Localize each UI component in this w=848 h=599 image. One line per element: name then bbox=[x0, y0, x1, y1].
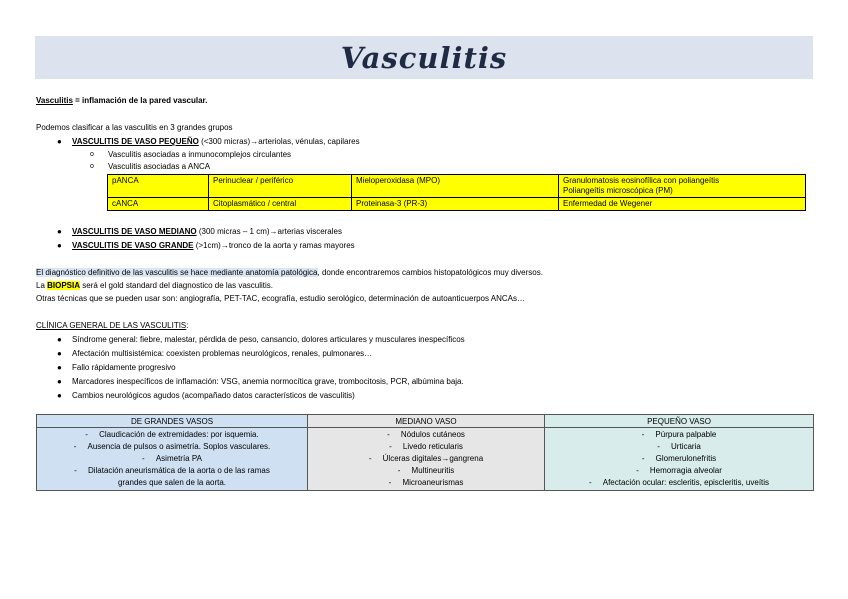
list-item: - Asimetría PA bbox=[142, 454, 202, 463]
clinical-heading bbox=[36, 321, 189, 331]
anca-cell: cANCA bbox=[108, 198, 209, 211]
header-small-vessels: PEQUEÑO VASO bbox=[545, 415, 814, 428]
list-item: - Claudicación de extremidades: por isquemia. bbox=[85, 430, 259, 439]
large-vessel-desc: (>1cm)→tronco de la aorta y ramas mayores bbox=[193, 241, 355, 250]
large-vessel-line bbox=[72, 241, 355, 251]
anca-cell: pANCA bbox=[108, 175, 209, 198]
diagnosis-pre: La bbox=[36, 281, 48, 290]
table-row bbox=[108, 198, 806, 211]
bullet-icon: ● bbox=[57, 349, 62, 358]
anca-cell: Mieloperoxidasa (MPO) bbox=[352, 175, 559, 198]
list-item: Fallo rápidamente progresivo bbox=[72, 363, 176, 372]
list-item: - Microaneurismas bbox=[388, 478, 464, 487]
list-item: Marcadores inespecíficos de inflamación: VSG, anemia normocítica grave, trombocitosis, PCR, albúmina baja. bbox=[72, 377, 464, 386]
definition-term: Vasculitis bbox=[36, 96, 73, 105]
clinical-heading-colon: : bbox=[186, 321, 189, 330]
list-item: - Hemorragia alveolar bbox=[636, 466, 722, 475]
large-vessel-label: VASCULITIS DE VASO GRANDE bbox=[72, 241, 194, 250]
anca-cell: Citoplasmático / central bbox=[209, 198, 352, 211]
bullet-icon: ● bbox=[57, 363, 62, 372]
list-item: - Urticaria bbox=[657, 442, 701, 451]
list-item: grandes que salen de la aorta. bbox=[117, 478, 227, 487]
list-item: - Úlceras digitales→gangrena bbox=[368, 454, 484, 463]
bullet-icon: ● bbox=[57, 377, 62, 386]
bullet-icon: ● bbox=[57, 227, 62, 236]
list-item: - Púrpura palpable bbox=[641, 430, 717, 439]
medium-vessel-line bbox=[72, 227, 342, 237]
diagnosis-line-1 bbox=[36, 268, 543, 278]
small-vessel-label: VASCULITIS DE VASO PEQUEÑO bbox=[72, 137, 199, 146]
diagnosis-post: será el gold standard del diagnostico de las vasculitis. bbox=[80, 281, 274, 290]
classify-intro: Podemos clasificar a las vasculitis en 3 grandes grupos bbox=[36, 123, 233, 132]
clinical-heading-text: CLÍNICA GENERAL DE LAS VASCULITIS bbox=[36, 321, 187, 330]
anca-cell bbox=[559, 175, 806, 198]
list-item: - Livedo reticularis bbox=[389, 442, 463, 451]
small-vessel-line bbox=[72, 137, 360, 147]
large-vessel-findings bbox=[37, 428, 308, 491]
list-item: - Glomerulonefritis bbox=[641, 454, 717, 463]
definition-text: = inflamación de la pared vascular. bbox=[72, 96, 208, 105]
table-row bbox=[37, 428, 814, 491]
list-item: - Nódulos cutáneos bbox=[387, 430, 465, 439]
small-sub-1: Vasculitis asociadas a inmunocomplejos circulantes bbox=[108, 150, 292, 159]
small-vessel-desc: (<300 micras)→arteriolas, vénulas, capilares bbox=[198, 137, 360, 146]
medium-vessel-desc: (300 micras – 1 cm)→arterias viscerales bbox=[196, 227, 342, 236]
diagnosis-line-2 bbox=[36, 281, 273, 291]
bullet-icon: ● bbox=[57, 241, 62, 250]
anca-cell: Proteinasa-3 (PR-3) bbox=[352, 198, 559, 211]
diagnosis-highlight: El diagnóstico definitivo de las vasculitis se hace mediante anatomía patológica bbox=[36, 268, 318, 277]
header-medium-vessels: MEDIANO VASO bbox=[308, 415, 545, 428]
small-vessel-findings bbox=[545, 428, 814, 491]
header-large-vessels: DE GRANDES VASOS bbox=[37, 415, 308, 428]
small-sub-2: Vasculitis asociadas a ANCA bbox=[108, 162, 211, 171]
anca-disease: Poliangeítis microscópica (PM) bbox=[563, 186, 673, 195]
circle-bullet-icon: o bbox=[90, 163, 94, 170]
page-title: Vasculitis bbox=[340, 40, 508, 75]
list-item: Cambios neurológicos agudos (acompañado datos característicos de vasculitis) bbox=[72, 391, 355, 400]
medium-vessel-findings bbox=[308, 428, 545, 491]
table-header-row bbox=[37, 415, 814, 428]
table-row bbox=[108, 175, 806, 198]
bullet-icon: ● bbox=[57, 391, 62, 400]
bullet-icon: ● bbox=[57, 137, 62, 146]
diagnosis-line-3: Otras técnicas que se pueden usar son: angiografía, PET-TAC, ecografía, estudio serológico, determinación de autoanticuerpos ANCAs… bbox=[36, 294, 526, 303]
biopsy-highlight: BIOPSIA bbox=[47, 281, 81, 290]
list-item: - Dilatación aneurismática de la aorta o de las ramas bbox=[74, 466, 270, 475]
anca-disease: Granulomatosis eosinofílica con poliangeítis bbox=[563, 176, 720, 185]
list-item: Síndrome general: fiebre, malestar, pérdida de peso, cansancio, dolores articulares y musculares inespecíficos bbox=[72, 335, 465, 344]
medium-vessel-label: VASCULITIS DE VASO MEDIANO bbox=[72, 227, 197, 236]
anca-table bbox=[107, 174, 806, 211]
list-item: - Ausencia de pulsos o asimetría. Soplos vasculares. bbox=[73, 442, 271, 451]
definition-line bbox=[36, 96, 207, 106]
title-banner bbox=[35, 36, 813, 79]
list-item: Afectación multisistémica: coexisten problemas neurológicos, renales, pulmonares… bbox=[72, 349, 373, 358]
vessels-table bbox=[36, 414, 814, 491]
anca-cell: Enfermedad de Wegener bbox=[559, 198, 806, 211]
list-item: - Multineuritis bbox=[397, 466, 455, 475]
anca-cell: Perinuclear / periférico bbox=[209, 175, 352, 198]
circle-bullet-icon: o bbox=[90, 151, 94, 158]
list-item: - Afectación ocular: escleritis, episcleritis, uveítis bbox=[588, 478, 770, 487]
bullet-icon: ● bbox=[57, 335, 62, 344]
diagnosis-rest: , donde encontraremos cambios histopatológicos muy diversos. bbox=[317, 268, 543, 277]
